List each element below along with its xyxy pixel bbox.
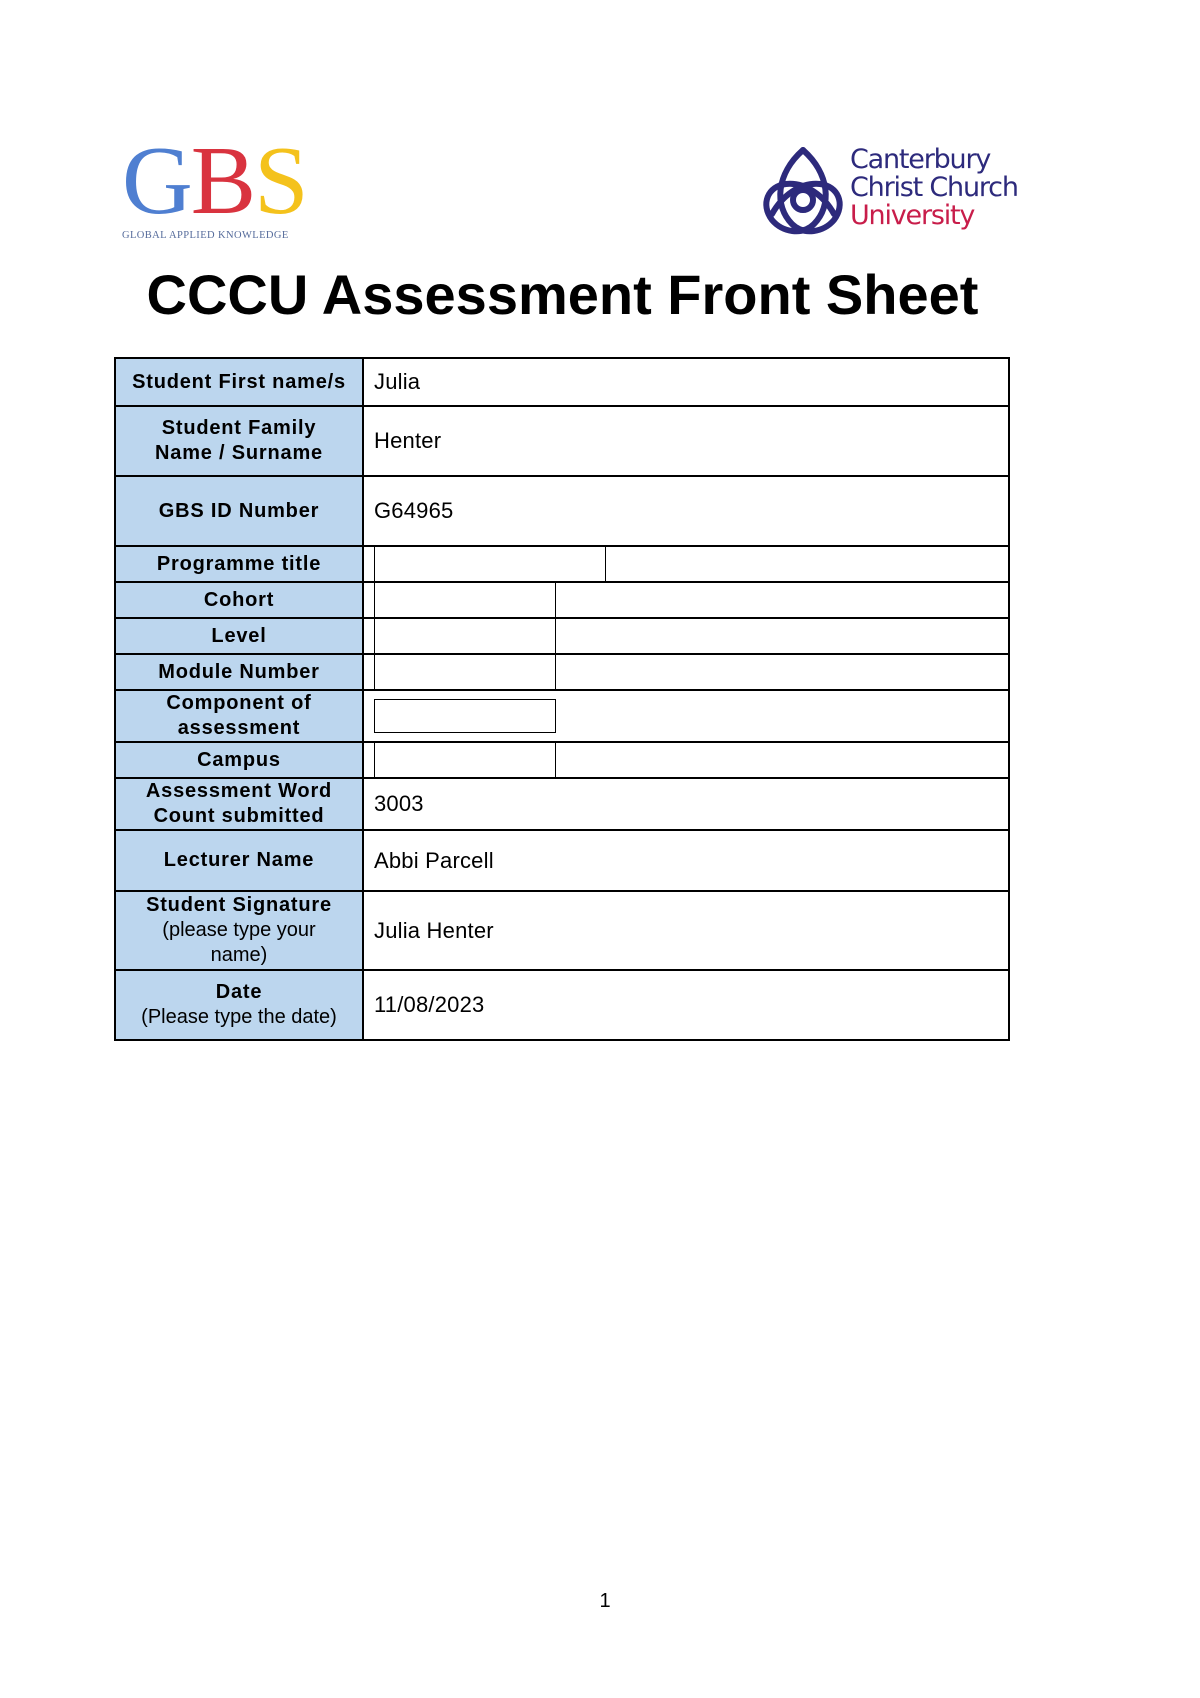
gbs-id-field[interactable]: G64965 <box>363 476 1009 546</box>
module-number-cell <box>363 654 1009 690</box>
row-first-name <box>115 358 1009 406</box>
label-word-count-line-1: Assessment Word <box>145 780 333 802</box>
row-component <box>115 690 1009 742</box>
level-field[interactable] <box>374 619 556 653</box>
trinity-knot-icon <box>762 144 844 238</box>
label-campus-text: Campus <box>197 748 281 771</box>
component-cell <box>363 690 1009 742</box>
label-signature <box>115 891 363 970</box>
label-level <box>115 618 363 654</box>
signature-field[interactable]: Julia Henter <box>363 891 1009 970</box>
row-module-number <box>115 654 1009 690</box>
cccu-wordmark <box>850 146 1018 230</box>
cccu-logo <box>762 140 1018 240</box>
label-signature-text: Student Signature <box>146 894 332 916</box>
label-date-sub: (Please type the date) <box>141 1006 337 1028</box>
label-module-number <box>115 654 363 690</box>
label-signature-sub-line-1: (please type your <box>162 919 316 941</box>
module-number-field[interactable] <box>374 655 556 689</box>
programme-title-cell <box>363 546 1009 582</box>
row-gbs-id <box>115 476 1009 546</box>
row-family-name <box>115 406 1009 476</box>
label-family-name-line-1: Student Family <box>161 417 317 439</box>
gbs-tagline: GLOBAL APPLIED KNOWLEDGE <box>122 230 289 241</box>
programme-title-field[interactable] <box>374 547 606 581</box>
campus-field[interactable] <box>374 743 556 777</box>
row-lecturer-name <box>115 830 1009 891</box>
label-gbs-id-text: GBS ID Number <box>158 499 320 522</box>
campus-cell <box>363 742 1009 778</box>
row-programme-title <box>115 546 1009 582</box>
label-date-text: Date <box>215 981 263 1003</box>
page-title: CCCU Assessment Front Sheet <box>146 263 979 326</box>
label-lecturer-name-text: Lecturer Name <box>163 849 315 871</box>
level-cell <box>363 618 1009 654</box>
row-level <box>115 618 1009 654</box>
label-module-number-text: Module Number <box>158 660 320 683</box>
cccu-line-3: University <box>850 200 975 231</box>
row-cohort <box>115 582 1009 618</box>
label-programme-title <box>115 546 363 582</box>
label-word-count <box>115 778 363 830</box>
label-component-line-2: assessment <box>177 717 301 739</box>
label-word-count-line-2: Count submitted <box>153 805 325 827</box>
gbs-letter-s: S <box>254 127 307 235</box>
gbs-logo-letters <box>122 127 332 235</box>
gbs-logo <box>122 127 332 241</box>
label-gbs-id <box>115 476 363 546</box>
row-campus <box>115 742 1009 778</box>
assessment-form-table <box>114 357 1010 1041</box>
first-name-field[interactable]: Julia <box>363 358 1009 406</box>
label-first-name <box>115 358 363 406</box>
label-family-name-line-2: Name / Surname <box>155 442 323 464</box>
row-word-count <box>115 778 1009 830</box>
label-component-line-1: Component of <box>166 692 312 714</box>
family-name-field[interactable]: Henter <box>363 406 1009 476</box>
label-cohort <box>115 582 363 618</box>
gbs-letter-b: B <box>190 127 255 235</box>
label-lecturer-name <box>115 830 363 891</box>
row-date <box>115 970 1009 1040</box>
row-signature <box>115 891 1009 970</box>
page-number: 1 <box>599 1590 611 1612</box>
label-signature-sub-line-2: name) <box>210 944 268 966</box>
lecturer-name-field[interactable]: Abbi Parcell <box>363 830 1009 891</box>
label-campus <box>115 742 363 778</box>
cohort-field[interactable] <box>374 583 556 617</box>
cccu-line-2: Christ Church <box>850 172 1018 203</box>
cccu-line-1: Canterbury <box>850 144 991 175</box>
label-level-text: Level <box>211 624 267 647</box>
date-field[interactable]: 11/08/2023 <box>363 970 1009 1040</box>
label-first-name-text: Student First name/s <box>132 370 346 393</box>
word-count-field[interactable]: 3003 <box>363 778 1009 830</box>
component-field[interactable] <box>374 699 556 733</box>
label-date <box>115 970 363 1040</box>
label-component <box>115 690 363 742</box>
gbs-letter-g: G <box>122 127 191 235</box>
label-programme-title-text: Programme title <box>156 552 322 575</box>
cohort-cell <box>363 582 1009 618</box>
label-cohort-text: Cohort <box>203 588 275 611</box>
label-family-name <box>115 406 363 476</box>
